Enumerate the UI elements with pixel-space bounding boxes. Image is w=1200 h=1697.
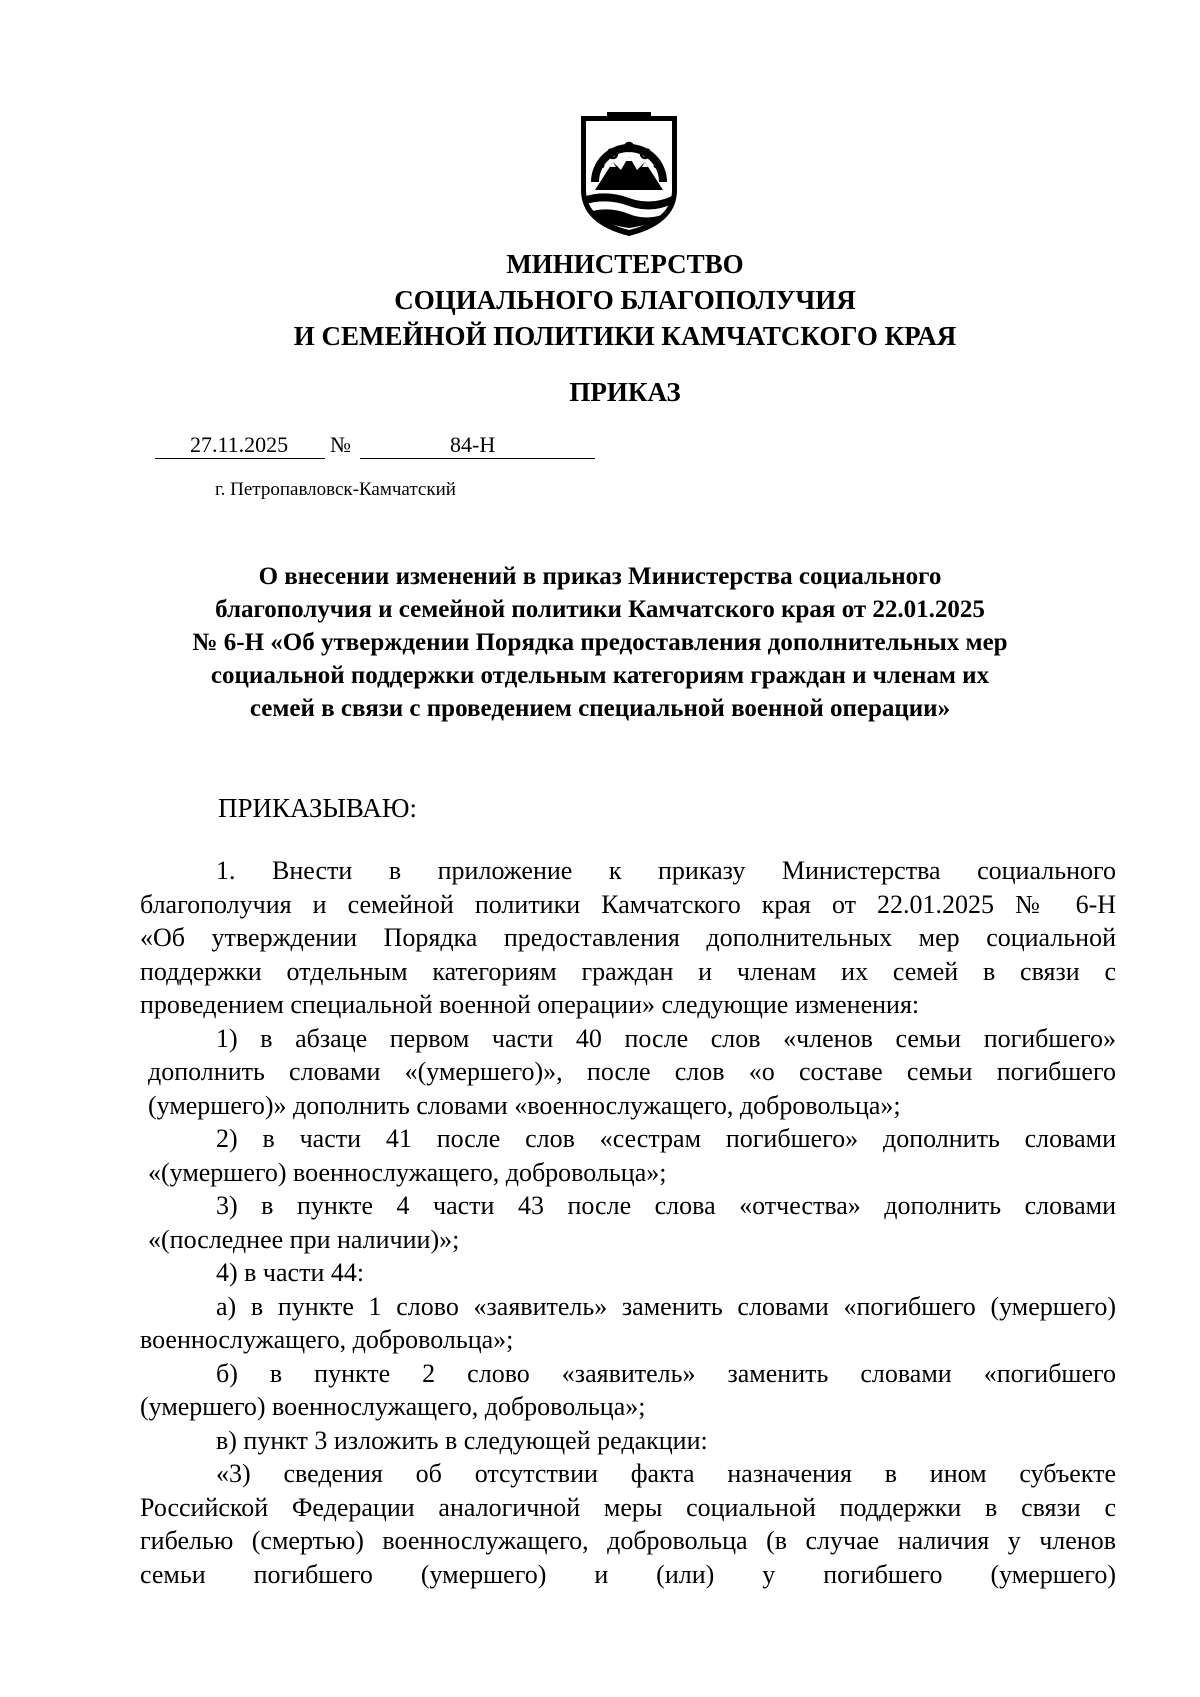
order-title xyxy=(130,560,1070,725)
city: г. Петропавловск-Камчатский xyxy=(215,479,456,500)
body-line: Российской Федерации аналогичной меры социальной поддержки в связи с xyxy=(140,1492,1116,1522)
body-line: (умершего)» дополнить словами «военнослужащего, добровольца»; xyxy=(148,1090,901,1120)
title-line: социальной поддержки отдельным категориям граждан и членам их xyxy=(210,662,990,689)
body-line: «3) сведения об отсутствии факта назначения в ином субъекте xyxy=(216,1459,1116,1488)
body-line: в) пункт 3 изложить в следующей редакции: xyxy=(216,1425,708,1455)
body-line: 4) в части 44: xyxy=(216,1258,365,1287)
ministry-name xyxy=(200,246,1050,354)
body-line: семьи погибшего (умершего) и (или) у погибшего (умершего) xyxy=(140,1559,1116,1589)
title-line: О внесении изменений в приказ Министерства социального xyxy=(258,563,942,590)
order-number: 84-Н xyxy=(450,432,496,457)
body-line: «(умершего) военнослужащего, добровольца»; xyxy=(148,1157,667,1187)
title-line: семей в связи с проведением специальной военной операции» xyxy=(249,695,951,722)
ministry-line: СОЦИАЛЬНОГО БЛАГОПОЛУЧИЯ xyxy=(394,285,856,315)
ministry-line: И СЕМЕЙНОЙ ПОЛИТИКИ КАМЧАТСКОГО КРАЯ xyxy=(293,321,957,351)
body-line: 1) в абзаце первом части 40 после слов «членов семьи погибшего» xyxy=(216,1023,1116,1053)
ministry-line: МИНИСТЕРСТВО xyxy=(506,249,744,279)
body-line: а) в пункте 1 слово «заявитель» заменить словами «погибшего (умершего) xyxy=(216,1291,1116,1321)
body-line: благополучия и семейной политики Камчатского края от 22.01.2025 № 6-Н xyxy=(140,889,1116,919)
number-sign: № xyxy=(330,432,351,457)
body-line: 3) в пункте 4 части 43 после слова «отчества» дополнить словами xyxy=(216,1191,1116,1220)
document-type: ПРИКАЗ xyxy=(569,377,681,407)
body-line: военнослужащего, добровольца»; xyxy=(140,1325,514,1354)
date-underline xyxy=(155,458,325,459)
body-line: (умершего) военнослужащего, добровольца»; xyxy=(140,1392,646,1421)
body-line: «(последнее при наличии)»; xyxy=(148,1224,460,1254)
body-line: гибелью (смертью) военнослужащего, добровольца (в случае наличия у членов xyxy=(140,1526,1116,1555)
kamchatka-coat-of-arms-icon xyxy=(577,112,681,240)
order-body xyxy=(140,854,1116,1591)
registration-line xyxy=(155,432,595,458)
number-underline xyxy=(360,458,595,459)
body-line: поддержки отдельным категориям граждан и членам их семей в связи с xyxy=(140,956,1116,986)
order-date: 27.11.2025 xyxy=(190,432,289,457)
body-line: 1. Внести в приложение к приказу Министерства социального xyxy=(216,856,1116,885)
body-line: дополнить словами «(умершего)», после слов «о составе семьи погибшего xyxy=(148,1057,1116,1086)
title-line: благополучия и семейной политики Камчатского края от 22.01.2025 xyxy=(215,596,985,623)
body-line: «Об утверждении Порядка предоставления дополнительных мер социальной xyxy=(140,923,1116,952)
body-line: 2) в части 41 после слов «сестрам погибшего» дополнить словами xyxy=(216,1124,1116,1153)
title-line: № 6-Н «Об утверждении Порядка предоставления дополнительных мер xyxy=(192,629,1008,656)
order-word: ПРИКАЗЫВАЮ: xyxy=(218,793,417,823)
body-line: проведением специальной военной операции» следующие изменения: xyxy=(140,990,920,1019)
body-line: б) в пункте 2 слово «заявитель» заменить словами «погибшего xyxy=(216,1358,1116,1388)
